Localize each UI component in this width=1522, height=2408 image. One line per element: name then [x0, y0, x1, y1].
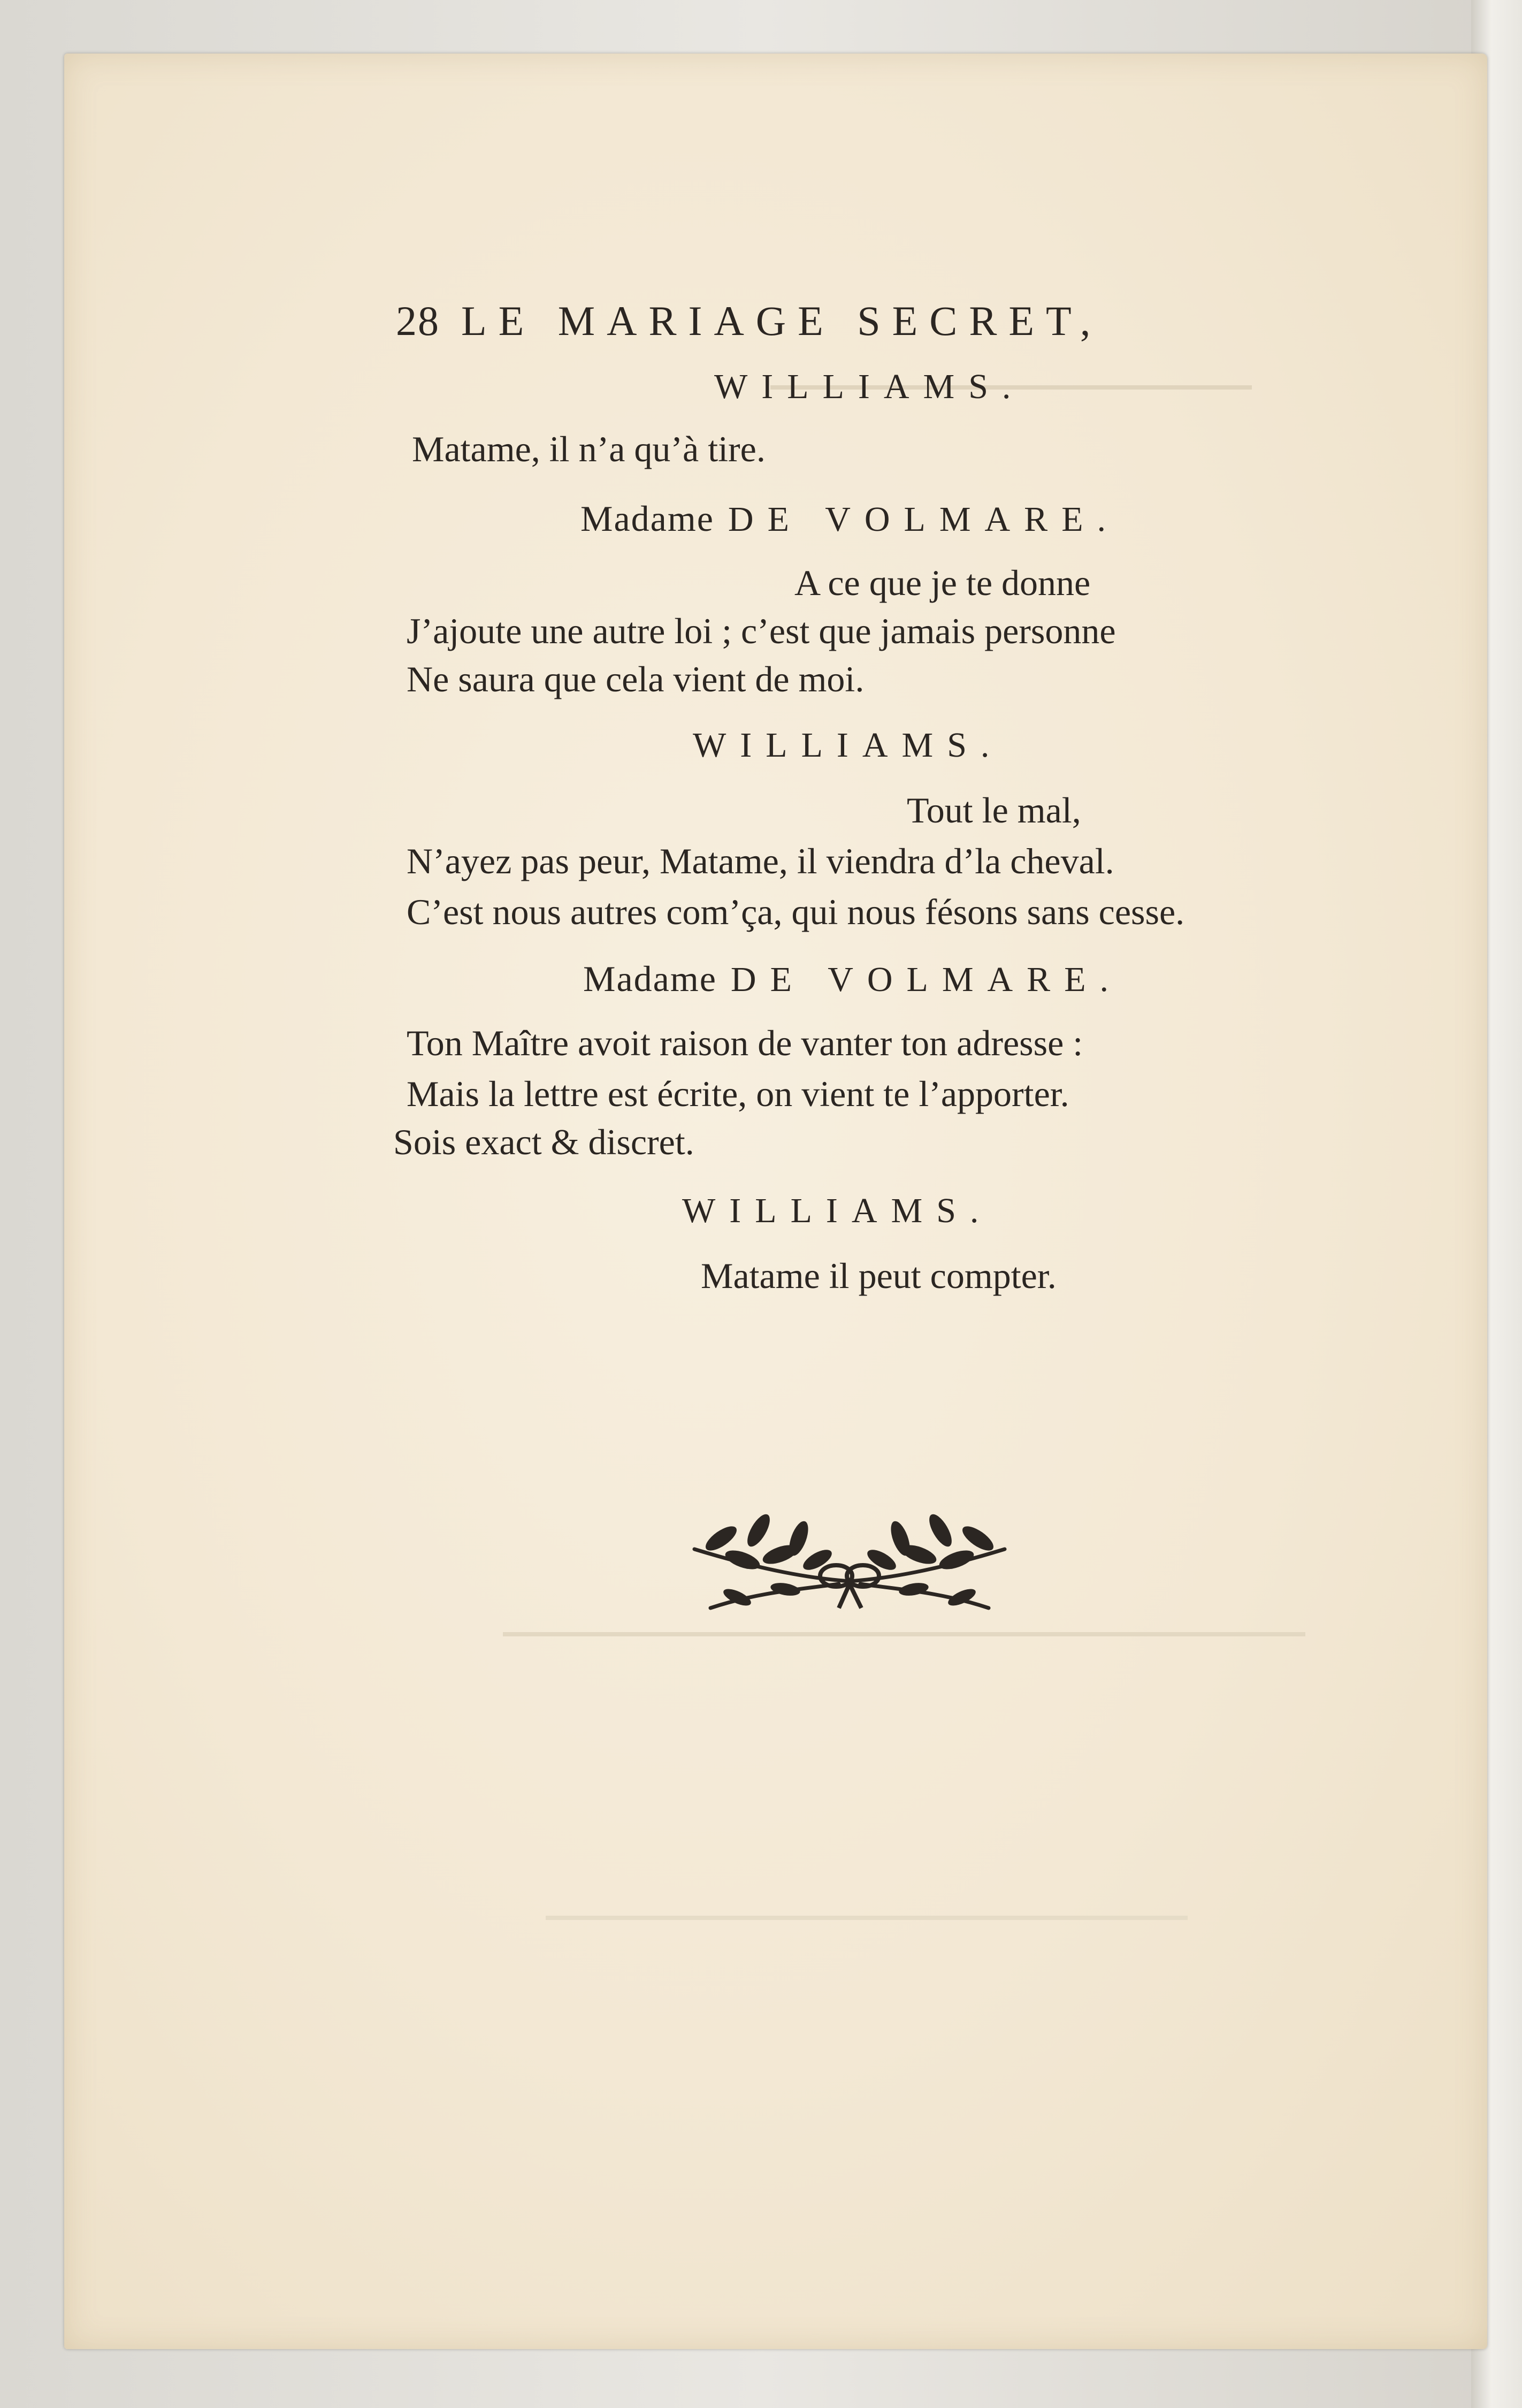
speaker-title: Madame — [580, 498, 714, 539]
verse-line: J’ajoute une autre loi ; c’est que jamais personne — [407, 611, 1116, 651]
speaker-heading — [682, 1191, 992, 1231]
verse-line: Ton Maître avoit raison de vanter ton adresse : — [407, 1023, 1083, 1063]
speaker-heading — [580, 498, 1120, 540]
verse-line: Matame il peut compter. — [701, 1255, 1057, 1296]
speaker-title: Madame — [583, 958, 717, 999]
book-page — [64, 54, 1487, 2349]
verse-line: N’ayez pas peur, Matame, il viendra d’la cheval. — [407, 841, 1114, 881]
speaker-name: DE VOLMARE. — [728, 500, 1120, 539]
verse-line: A ce que je te donne — [794, 562, 1091, 603]
page-number: 28 — [396, 298, 440, 344]
speaker-name: WILLIAMS. — [714, 367, 1025, 406]
bleed-through-mark — [503, 1632, 1305, 1636]
speaker-heading — [714, 367, 1024, 407]
speaker-heading — [583, 958, 1122, 1000]
verse-line: Ne saura que cela vient de moi. — [407, 659, 865, 699]
verse-line: Sois exact & discret. — [393, 1122, 694, 1162]
bleed-through-mark — [546, 1916, 1188, 1920]
running-title: LE MARIAGE SECRET, — [461, 298, 1103, 344]
speaker-name: WILLIAMS. — [682, 1191, 993, 1230]
laurel-wreath-ornament — [678, 1480, 1021, 1619]
verse-line: Mais la lettre est écrite, on vient te l’apporter. — [407, 1073, 1069, 1114]
verse-line: Matame, il n’a qu’à tire. — [412, 429, 766, 469]
speaker-heading — [693, 725, 1003, 766]
verse-line: Tout le mal, — [907, 790, 1081, 830]
speaker-name: WILLIAMS. — [693, 726, 1004, 765]
verse-line: C’est nous autres com’ça, qui nous fésons sans cesse. — [407, 891, 1185, 932]
running-head — [396, 297, 1102, 345]
speaker-name: DE VOLMARE. — [730, 960, 1123, 999]
